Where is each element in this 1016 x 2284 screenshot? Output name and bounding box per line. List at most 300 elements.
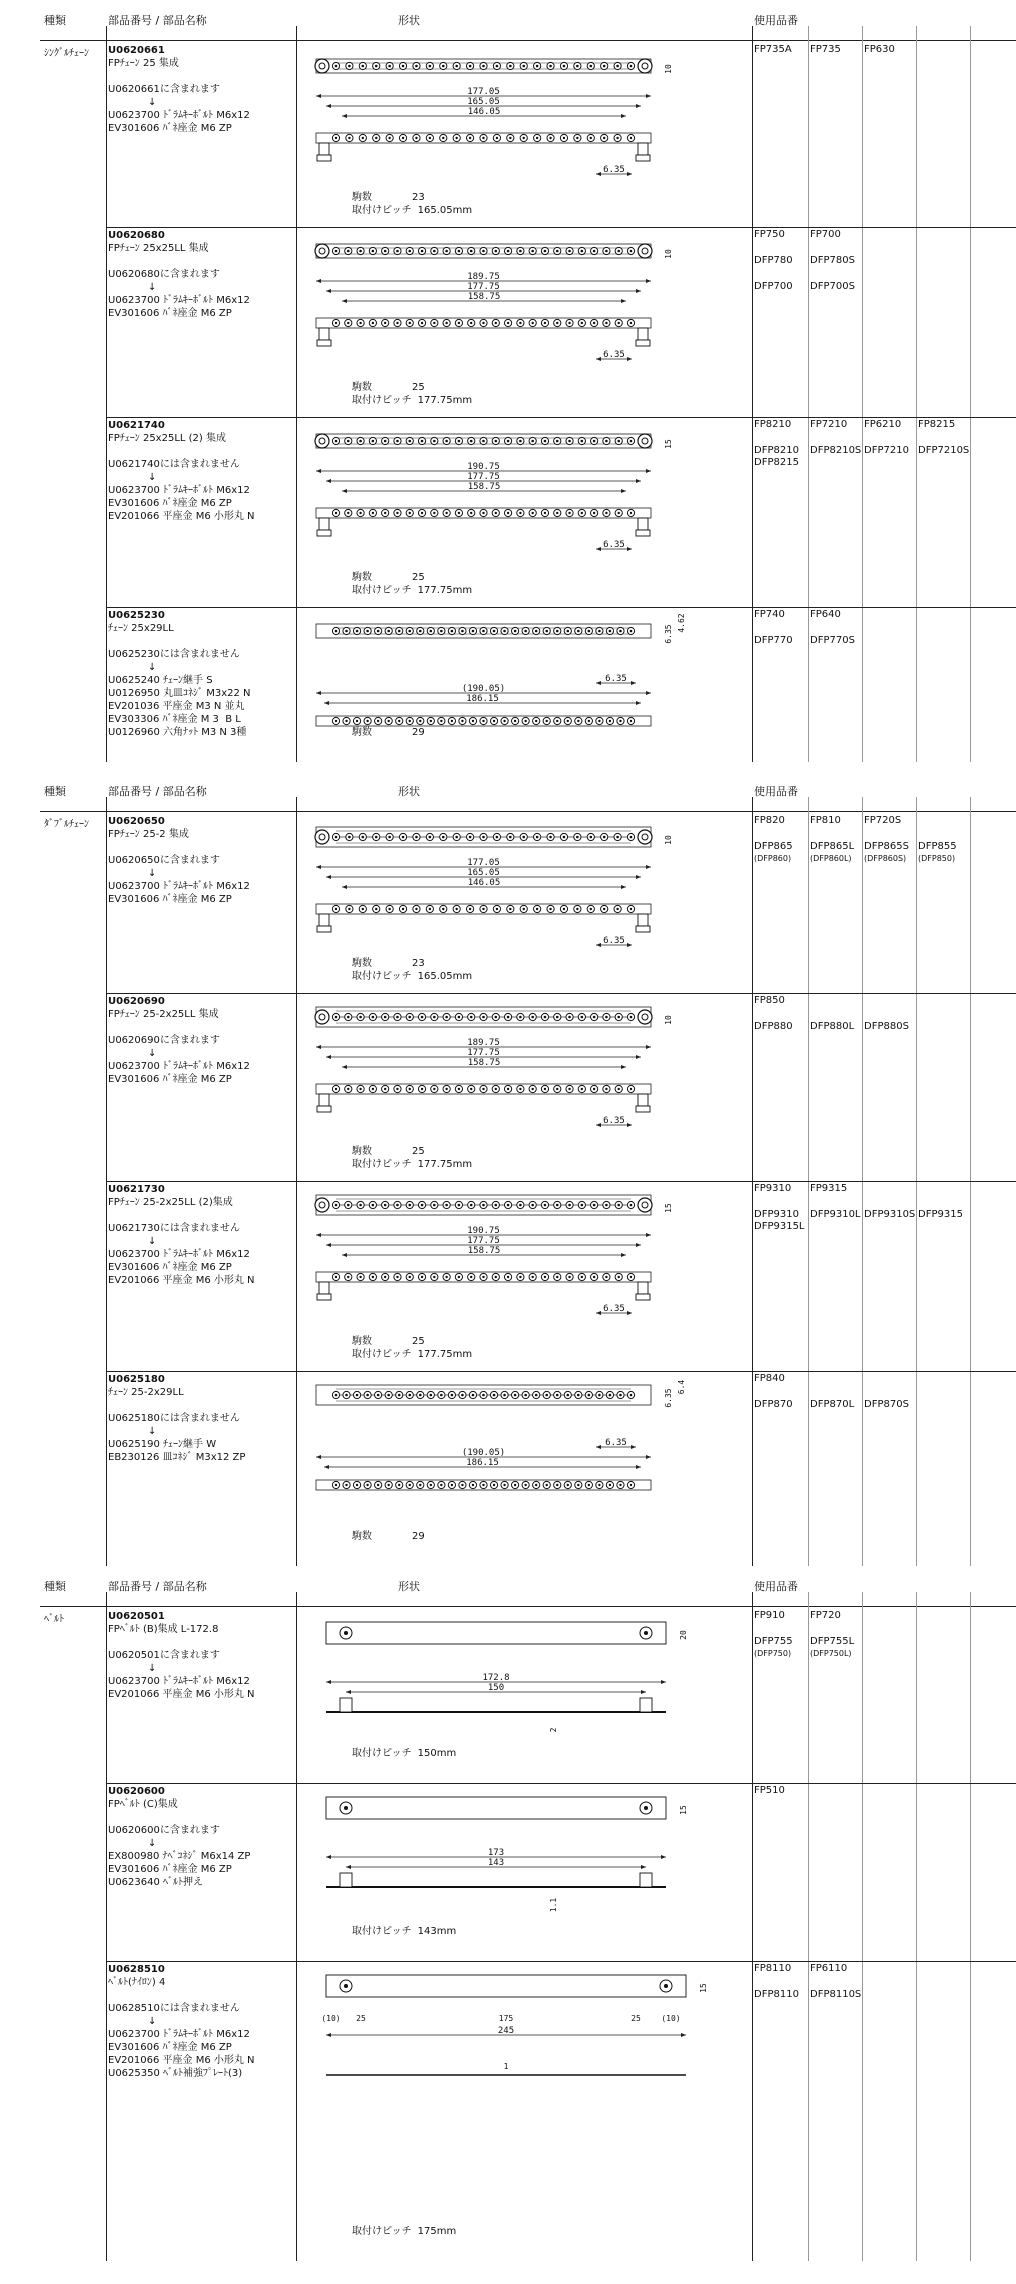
- model-number: FP720S: [864, 815, 902, 826]
- part-name: FPﾁｪｰﾝ 25 集成: [108, 58, 179, 69]
- overall-dim-label: (190.05): [461, 684, 506, 694]
- chain-side-pin: [335, 1276, 337, 1278]
- chain-pin: [356, 630, 359, 633]
- chain-pin: [605, 1204, 608, 1207]
- catalog-section: [0, 1578, 1016, 2261]
- chain-side-pin: [409, 1088, 411, 1090]
- chain-side-pin: [535, 1484, 537, 1486]
- chain-side-pin: [556, 322, 558, 324]
- chain-pin: [433, 1016, 436, 1019]
- chain-pin: [568, 1016, 571, 1019]
- chain-pin: [458, 440, 461, 443]
- chain-pin: [496, 836, 499, 839]
- chain-pin: [556, 1394, 559, 1397]
- part-description: [108, 1963, 288, 2080]
- chain-pin: [372, 1204, 375, 1207]
- model-number: FP9310: [754, 1183, 792, 1194]
- chain-pin: [408, 1204, 411, 1207]
- chain-pin: [415, 836, 418, 839]
- chain-pin: [440, 630, 443, 633]
- inclusion-note: U0620661に含まれます: [108, 84, 220, 95]
- part-number: U0620650: [108, 816, 165, 827]
- chain-side-pin: [630, 1484, 632, 1486]
- chain-side-pin: [507, 512, 509, 514]
- extra-dim: 4.62: [677, 613, 686, 633]
- model-number: [864, 841, 909, 865]
- chain-pin: [384, 1204, 387, 1207]
- chain-side-pin: [458, 322, 460, 324]
- chain-pin: [549, 65, 552, 68]
- component-item: U0625240 ﾁｪｰﾝ継手 S: [108, 675, 213, 686]
- component-item: U0126960 六角ﾅｯﾄ M3 N 3種: [108, 727, 247, 738]
- chain-pin: [482, 1204, 485, 1207]
- chain-pin: [605, 1016, 608, 1019]
- chain-pin: [384, 1016, 387, 1019]
- spacer: [108, 1209, 288, 1222]
- chain-pin: [377, 630, 380, 633]
- model-number: FP8210: [754, 419, 792, 430]
- chain-pin: [408, 440, 411, 443]
- chain-pin: [469, 836, 472, 839]
- link-count-label: 駒数: [352, 1336, 372, 1347]
- chain-pin: [451, 630, 454, 633]
- part-name: ﾁｪｰﾝ 25-2x29LL: [108, 1387, 184, 1398]
- bolt-body: [638, 1282, 648, 1294]
- belt-overall-dim-label: 172.8: [482, 1673, 510, 1683]
- chain-side-pin: [576, 137, 578, 139]
- chain-side-pin: [546, 720, 548, 722]
- model-number: FP630: [864, 44, 895, 55]
- model-number: FP750: [754, 229, 785, 240]
- spacer: [108, 841, 288, 854]
- model-alt: (DFP860S): [864, 854, 907, 863]
- part-row: [0, 42, 1016, 227]
- model-alt: (DFP860L): [810, 854, 852, 863]
- belt-dim-total-label: 245: [497, 2026, 515, 2036]
- chain-pin: [482, 630, 485, 633]
- chain-side-pin: [347, 322, 349, 324]
- chain-side-pin: [531, 1276, 533, 1278]
- model-number: DFP9315: [918, 1209, 963, 1220]
- chain-pin: [455, 65, 458, 68]
- end-hole: [315, 434, 329, 448]
- chain-pin: [372, 440, 375, 443]
- chain-pin: [531, 440, 534, 443]
- overall-dim-label: (190.05): [461, 1448, 506, 1458]
- chain-side-pin: [514, 1484, 516, 1486]
- spacer: [108, 1636, 288, 1649]
- header-shape: 形状: [398, 785, 420, 798]
- chain-side-pin: [618, 512, 620, 514]
- chain-pin: [563, 836, 566, 839]
- component-item: EV301606 ﾊﾞﾈ座金 M6 ZP: [108, 1074, 232, 1085]
- chain-pin: [603, 65, 606, 68]
- link-count-label: 駒数: [352, 727, 372, 738]
- part-row: [0, 417, 1016, 607]
- side-dimension: 6.35: [664, 624, 673, 644]
- down-arrow-icon: ↓: [148, 472, 157, 483]
- belt-hole-center: [664, 1984, 668, 1988]
- chain-pin: [347, 1016, 350, 1019]
- spacer: [108, 255, 288, 268]
- model-number: [754, 1636, 793, 1660]
- side-dimension: 15: [664, 1203, 673, 1213]
- model-number: DFP7210S: [918, 445, 970, 456]
- part-number: U0620690: [108, 996, 165, 1007]
- model-main: DFP865S: [864, 841, 909, 852]
- chain-side-pin: [375, 137, 377, 139]
- mount-pitch-label: 取付けピッチ: [352, 1349, 412, 1360]
- link-count: [352, 726, 425, 739]
- mount-dim-label: 177.75: [467, 1236, 500, 1246]
- bolt-body: [319, 328, 329, 340]
- chain-side-pin: [588, 720, 590, 722]
- chain-pin: [419, 1394, 422, 1397]
- model-number: [810, 841, 854, 865]
- header-type: 種類: [44, 14, 66, 27]
- part-number: U0628510: [108, 1964, 165, 1975]
- component-item: U0623700 ﾄﾞﾗﾑｷｰﾎﾞﾙﾄ M6x12: [108, 295, 250, 306]
- chain-side-pin: [345, 1484, 347, 1486]
- chain-pin: [593, 440, 596, 443]
- chain-pin: [493, 630, 496, 633]
- chain-side-pin: [470, 512, 472, 514]
- inclusion-note: U0620650に含まれます: [108, 855, 220, 866]
- inclusion-note: U0625180には含まれません: [108, 1413, 240, 1424]
- link-count-label: 駒数: [352, 192, 372, 203]
- chain-side-pin: [398, 1484, 400, 1486]
- chain-pin: [616, 836, 619, 839]
- mount-pitch: [352, 1747, 456, 1760]
- chain-pin: [430, 1394, 433, 1397]
- chain-side-pin: [495, 512, 497, 514]
- chain-side-pin: [605, 322, 607, 324]
- chain-side-pin: [458, 1276, 460, 1278]
- chain-pin: [630, 65, 633, 68]
- chain-side-pin: [419, 720, 421, 722]
- chain-pin: [519, 440, 522, 443]
- chain-pin: [494, 250, 497, 253]
- part-name: FPﾁｪｰﾝ 25-2x25LL (2)集成: [108, 1197, 233, 1208]
- chain-pin: [470, 1204, 473, 1207]
- chain-pin: [451, 1394, 454, 1397]
- part-description: [108, 419, 288, 523]
- chain-pin: [609, 1394, 612, 1397]
- model-alt: (DFP750L): [810, 1649, 852, 1658]
- chain-pin: [603, 836, 606, 839]
- end-hole: [638, 59, 652, 73]
- chain-side-pin: [356, 720, 358, 722]
- chain-side-pin: [535, 720, 537, 722]
- chain-side-pin: [359, 322, 361, 324]
- chain-side-pin: [402, 908, 404, 910]
- chain-side-pin: [567, 720, 569, 722]
- chain-pin: [566, 1394, 569, 1397]
- chain-pin: [375, 836, 378, 839]
- chain-pin: [482, 1016, 485, 1019]
- chain-pin: [458, 1204, 461, 1207]
- chain-pin: [617, 250, 620, 253]
- down-arrow-icon: ↓: [148, 2016, 157, 2027]
- chain-side-pin: [556, 512, 558, 514]
- mount-pitch-label: 取付けピッチ: [352, 971, 412, 982]
- belt-hole-center: [344, 1984, 348, 1988]
- chain-pin: [616, 65, 619, 68]
- model-number: [918, 841, 957, 865]
- chain-side-pin: [618, 322, 620, 324]
- chain-side-pin: [536, 908, 538, 910]
- chain-pin: [362, 836, 365, 839]
- end-hole: [315, 59, 329, 73]
- extra-dim: 6.4: [677, 1379, 686, 1395]
- model-number: FP850: [754, 995, 785, 1006]
- chain-side-pin: [372, 1276, 374, 1278]
- chain-side-pin: [581, 322, 583, 324]
- down-arrow-icon: ↓: [148, 1426, 157, 1437]
- chain-side-pin: [470, 322, 472, 324]
- model-number: DFP880: [754, 1021, 793, 1032]
- chain-side-pin: [531, 1088, 533, 1090]
- chain-pin: [345, 630, 348, 633]
- chain-side-pin: [472, 1484, 474, 1486]
- bolt-head: [636, 340, 650, 346]
- link-count-value: 29: [412, 1531, 425, 1542]
- chain-pin: [503, 630, 506, 633]
- chain-side-pin: [482, 322, 484, 324]
- chain-side-pin: [630, 322, 632, 324]
- chain-side-pin: [531, 512, 533, 514]
- chain-side-pin: [377, 1484, 379, 1486]
- model-number: FP735: [810, 44, 841, 55]
- chain-side-pin: [577, 1484, 579, 1486]
- chain-side-pin: [495, 322, 497, 324]
- chain-side-pin: [609, 720, 611, 722]
- model-main: DFP755: [754, 1636, 793, 1647]
- chain-pin: [402, 65, 405, 68]
- belt-thickness: 1: [503, 2062, 509, 2071]
- chain-pin: [581, 1204, 584, 1207]
- part-number: U0621730: [108, 1184, 165, 1195]
- belt-mount-dim-label: 150: [487, 1683, 505, 1693]
- chain-pin: [335, 1204, 338, 1207]
- chain-pin: [509, 836, 512, 839]
- end-hole: [638, 244, 652, 258]
- mount-pitch: [352, 2225, 456, 2238]
- belt-mount-dim-label: 143: [487, 1858, 505, 1868]
- inclusion-note: U0620690に含まれます: [108, 1035, 220, 1046]
- mount-pitch: [352, 1925, 456, 1938]
- chain-side-pin: [451, 720, 453, 722]
- chain-pin: [630, 630, 633, 633]
- inclusion-note: U0620501に含まれます: [108, 1650, 220, 1661]
- chain-pin: [347, 250, 350, 253]
- chain-pin: [356, 1394, 359, 1397]
- chain-side-pin: [593, 1276, 595, 1278]
- chain-side-pin: [482, 512, 484, 514]
- link-count-value: 25: [412, 1336, 425, 1347]
- chain-side-pin: [433, 1088, 435, 1090]
- component-item: EV301606 ﾊﾞﾈ座金 M6 ZP: [108, 894, 232, 905]
- chain-pin: [421, 1204, 424, 1207]
- chain-side-pin: [593, 322, 595, 324]
- down-arrow-icon: ↓: [148, 1838, 157, 1849]
- mount-pitch: [352, 394, 472, 407]
- mount-pitch-value: 177.75mm: [417, 1349, 473, 1360]
- header-models: 使用品番: [754, 1580, 798, 1593]
- model-number: FP735A: [754, 44, 792, 55]
- part-name: FPﾁｪｰﾝ 25x25LL 集成: [108, 243, 209, 254]
- pitch-dim-label: 6.35: [603, 165, 625, 175]
- chain-side-pin: [366, 720, 368, 722]
- end-hole: [315, 1198, 329, 1212]
- chain-pin: [396, 250, 399, 253]
- chain-pin: [577, 630, 580, 633]
- model-number: FP700: [810, 229, 841, 240]
- chain-pin: [522, 836, 525, 839]
- chain-side-pin: [605, 1088, 607, 1090]
- part-description: [108, 609, 288, 739]
- chain-side-pin: [430, 1484, 432, 1486]
- inclusion-note: U0628510には含まれません: [108, 2003, 240, 2014]
- chain-pin: [347, 440, 350, 443]
- chain-pin: [415, 65, 418, 68]
- chain-side-pin: [588, 1484, 590, 1486]
- chain-pin: [384, 250, 387, 253]
- link-count-value: 25: [412, 1146, 425, 1157]
- mount-pitch-value: 177.75mm: [417, 395, 473, 406]
- link-count: [352, 191, 425, 204]
- part-description: [108, 1183, 288, 1287]
- model-number: FP840: [754, 1373, 785, 1384]
- chain-side-pin: [536, 137, 538, 139]
- chain-side-pin: [396, 1276, 398, 1278]
- inclusion-note: U0625230には含まれません: [108, 649, 240, 660]
- chain-side-pin: [455, 137, 457, 139]
- part-name: FPﾍﾞﾙﾄ (B)集成 L-172.8: [108, 1624, 219, 1635]
- chain-side-pin: [402, 137, 404, 139]
- chain-pin: [507, 440, 510, 443]
- part-name: FPﾍﾞﾙﾄ (C)集成: [108, 1799, 178, 1810]
- chain-pin: [598, 1394, 601, 1397]
- chain-pin: [359, 440, 362, 443]
- link-count: [352, 957, 425, 970]
- chain-side-pin: [507, 322, 509, 324]
- chain-pin: [470, 440, 473, 443]
- pitch-dim-label: 6.35: [605, 674, 627, 684]
- chain-side-pin: [421, 512, 423, 514]
- model-main: DFP865L: [810, 841, 855, 852]
- chain-pin: [593, 250, 596, 253]
- chain-pin: [556, 630, 559, 633]
- component-item: EV201066 平座金 M6 小形丸 N: [108, 1275, 255, 1286]
- chain-pin: [630, 1204, 633, 1207]
- chain-pin: [588, 630, 591, 633]
- chain-side-pin: [384, 1276, 386, 1278]
- model-number: FP7210: [810, 419, 848, 430]
- chain-pin: [335, 65, 338, 68]
- bolt-head: [317, 1106, 331, 1112]
- chain-pin: [617, 1016, 620, 1019]
- chain-side-pin: [619, 720, 621, 722]
- chain-pin: [445, 1204, 448, 1207]
- chain-pin: [519, 250, 522, 253]
- chain-pin: [581, 1016, 584, 1019]
- component-item: U0623640 ﾍﾞﾙﾄ押え: [108, 1877, 204, 1888]
- part-number: U0625180: [108, 1374, 165, 1385]
- chain-pin: [493, 1394, 496, 1397]
- mount-pitch-label: 取付けピッチ: [352, 1159, 412, 1170]
- bolt-body: [319, 518, 329, 530]
- chain-side-pin: [556, 1484, 558, 1486]
- chain-pin: [375, 65, 378, 68]
- component-item: EV301606 ﾊﾞﾈ座金 M6 ZP: [108, 1864, 232, 1875]
- component-item: U0623700 ﾄﾞﾗﾑｷｰﾎﾞﾙﾄ M6x12: [108, 1061, 250, 1072]
- part-number: U0625230: [108, 610, 165, 621]
- chain-pin: [387, 1394, 390, 1397]
- chain-side-pin: [461, 1484, 463, 1486]
- chain-pin: [398, 1394, 401, 1397]
- chain-side-pin: [598, 1484, 600, 1486]
- overall-dim-label: 177.05: [467, 858, 500, 868]
- chain-pin: [556, 1204, 559, 1207]
- part-name: ﾍﾞﾙﾄ(ﾅｲﾛﾝ) 4: [108, 1977, 166, 1988]
- component-item: EV303306 ﾊﾞﾈ座金 M 3 B L: [108, 714, 241, 725]
- belt-dim-c: 175: [498, 2014, 514, 2023]
- header-models: 使用品番: [754, 785, 798, 798]
- model-number: FP910: [754, 1610, 785, 1621]
- mount-pitch-value: 177.75mm: [417, 585, 473, 596]
- chain-side-pin: [549, 908, 551, 910]
- pitch-dim-label: 6.35: [603, 1304, 625, 1314]
- chain-side-pin: [630, 1276, 632, 1278]
- chain-pin: [482, 836, 485, 839]
- model-number: DFP880L: [810, 1021, 855, 1032]
- chain-side-pin: [577, 720, 579, 722]
- chain-pin: [605, 250, 608, 253]
- component-item: EX800980 ﾅﾍﾞｺﾈｼﾞ M6x14 ZP: [108, 1851, 251, 1862]
- model-number: DFP770: [754, 635, 793, 646]
- chain-side-pin: [409, 1276, 411, 1278]
- chain-side-pin: [359, 1088, 361, 1090]
- chain-pin: [545, 630, 548, 633]
- chain-pin: [387, 630, 390, 633]
- chain-pin: [335, 1016, 338, 1019]
- chain-pin: [384, 440, 387, 443]
- chain-side-pin: [433, 512, 435, 514]
- end-hole: [315, 830, 329, 844]
- chain-pin: [388, 65, 391, 68]
- spacer: [108, 70, 288, 83]
- chain-pin: [433, 1204, 436, 1207]
- chain-pin: [458, 1016, 461, 1019]
- chain-pin: [442, 836, 445, 839]
- spacer: [108, 1399, 288, 1412]
- chain-pin: [421, 1016, 424, 1019]
- part-row: [0, 813, 1016, 993]
- chain-side-pin: [556, 1088, 558, 1090]
- chain-pin: [589, 836, 592, 839]
- part-row: [0, 1783, 1016, 1961]
- chain-pin: [430, 630, 433, 633]
- chain-side-pin: [616, 137, 618, 139]
- bolt-head: [636, 1106, 650, 1112]
- chain-pin: [335, 1394, 338, 1397]
- chain-pin: [461, 1394, 464, 1397]
- chain-side-pin: [458, 1088, 460, 1090]
- link-count-label: 駒数: [352, 382, 372, 393]
- chain-side-pin: [433, 322, 435, 324]
- chain-side-pin: [630, 1088, 632, 1090]
